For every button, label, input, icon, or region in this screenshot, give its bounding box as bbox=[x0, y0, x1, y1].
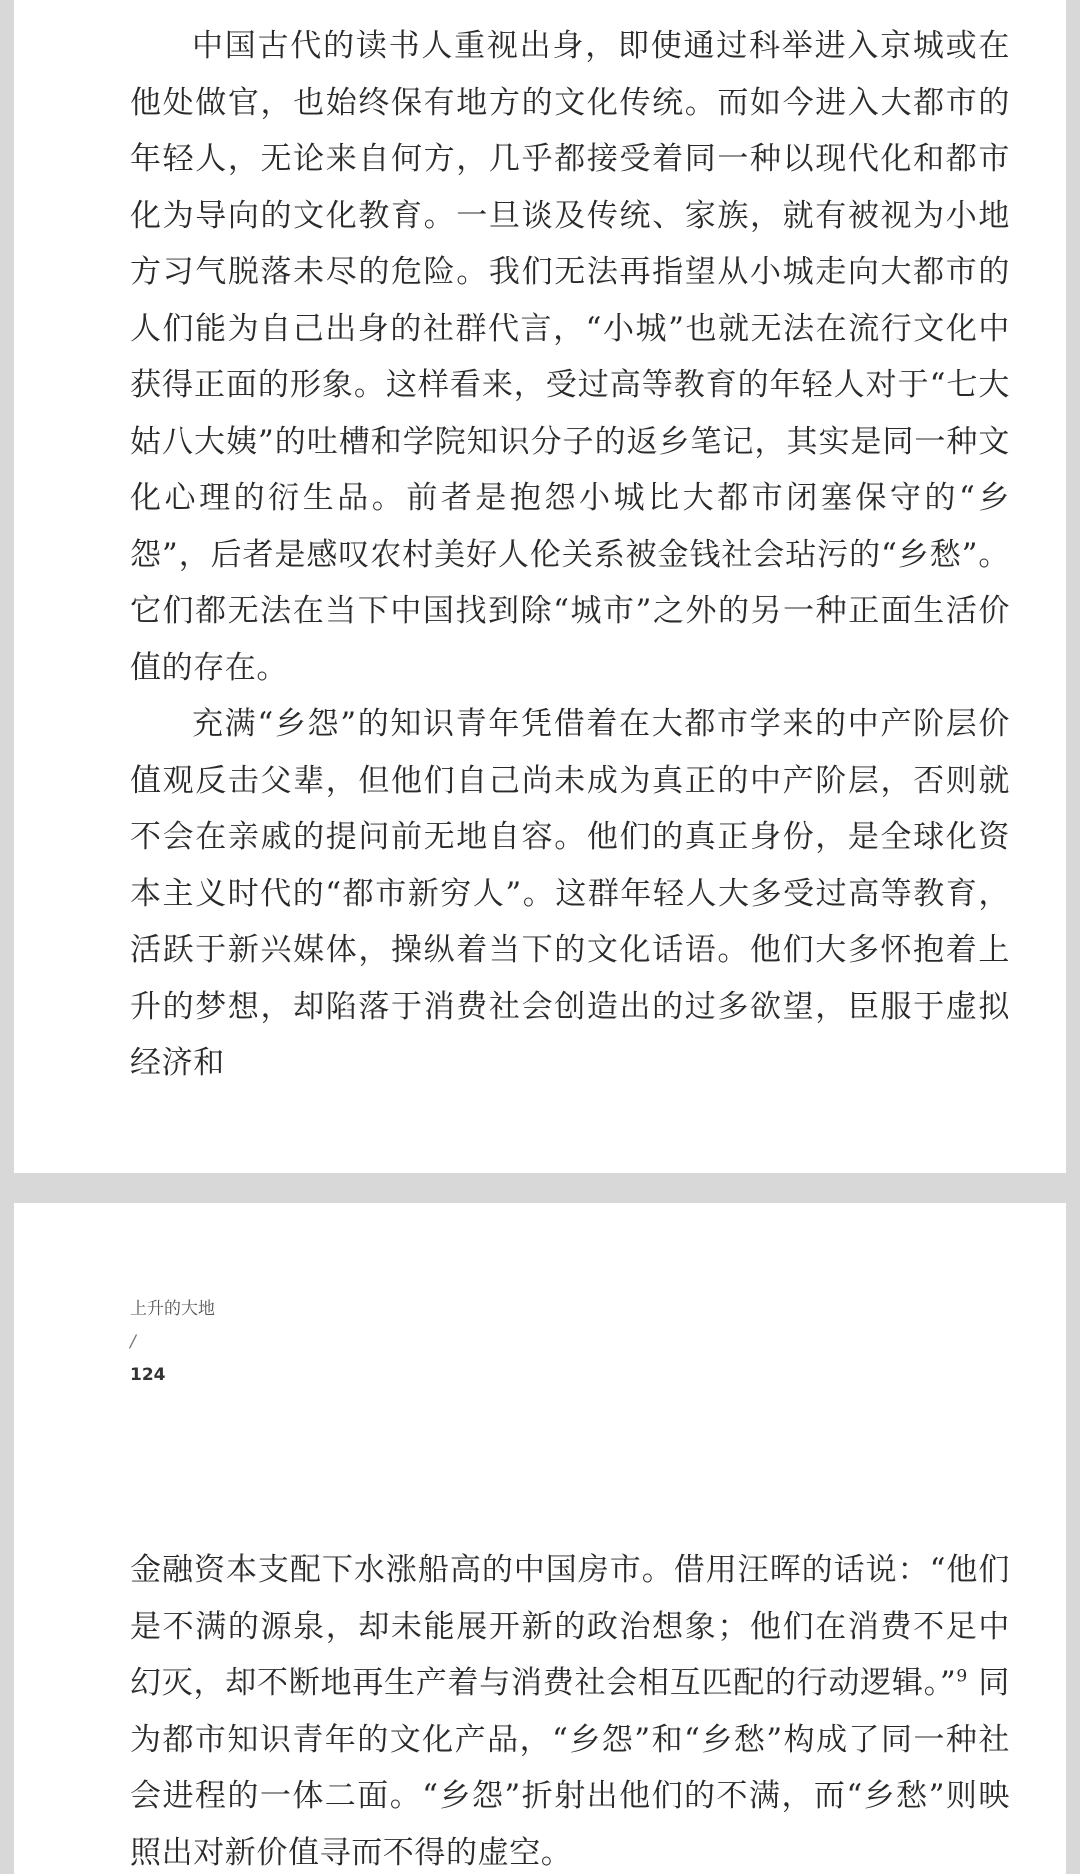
book-page-top bbox=[14, 0, 1066, 1173]
paragraph-text: 金融资本支配下水涨船高的中国房市。借用汪晖的话说：“他们是不满的源泉，却未能展开新的政治想象；他们在消费不足中幻灭，却不断地再生产着与消费社会相互匹配的行动逻辑。” bbox=[130, 1552, 1010, 1701]
paragraph bbox=[130, 1542, 1010, 1874]
running-head bbox=[130, 1293, 215, 1392]
book-title: 上升的大地 bbox=[130, 1299, 215, 1319]
paragraph: 充满“乡怨”的知识青年凭借着在大都市学来的中产阶层价值观反击父辈，但他们自己尚未成为真正的中产阶层，否则就不会在亲戚的提问前无地自容。他们的真正身份，是全球化资本主义时代的“都市新穷人”。这群年轻人大多受过高等教育，活跃于新兴媒体，操纵着当下的文化话语。他们大多怀抱着上升的梦想，却陷落于消费社会创造出的过多欲望，臣服于虚拟经济和 bbox=[130, 706, 1010, 1081]
running-head-separator: / bbox=[130, 1332, 136, 1352]
paragraph-text: 同为都市知识青年的文化产品，“乡怨”和“乡愁”构成了同一种社会进程的一体二面。“乡怨”折射出他们的不满，而“乡愁”则映照出对新价值寻而不得的虚空。 bbox=[130, 1665, 1010, 1871]
book-page-bottom bbox=[14, 1203, 1066, 1874]
page-number: 124 bbox=[130, 1365, 166, 1385]
paragraph: 中国古代的读书人重视出身，即使通过科举进入京城或在他处做官，也始终保有地方的文化传统。而如今进入大都市的年轻人，无论来自何方，几乎都接受着同一种以现代化和都市化为导向的文化教育。一旦谈及传统、家族，就有被视为小地方习气脱落未尽的危险。我们无法再指望从小城走向大都市的人们能为自己出身的社群代言，“小城”也就无法在流行文化中获得正面的形象。这样看来，受过高等教育的年轻人对于“七大姑八大姨”的吐槽和学院知识分子的返乡笔记，其实是同一种文化心理的衍生品。前者是抱怨小城比大都市闭塞保守的“乡怨”，后者是感叹农村美好人伦关系被金钱社会玷污的“乡愁”。它们都无法在当下中国找到除“城市”之外的另一种正面生活价值的存在。 bbox=[130, 28, 1010, 686]
body-text bbox=[130, 1542, 1010, 1874]
footnote-reference[interactable]: 9 bbox=[956, 1666, 968, 1687]
body-text bbox=[130, 18, 1010, 1092]
